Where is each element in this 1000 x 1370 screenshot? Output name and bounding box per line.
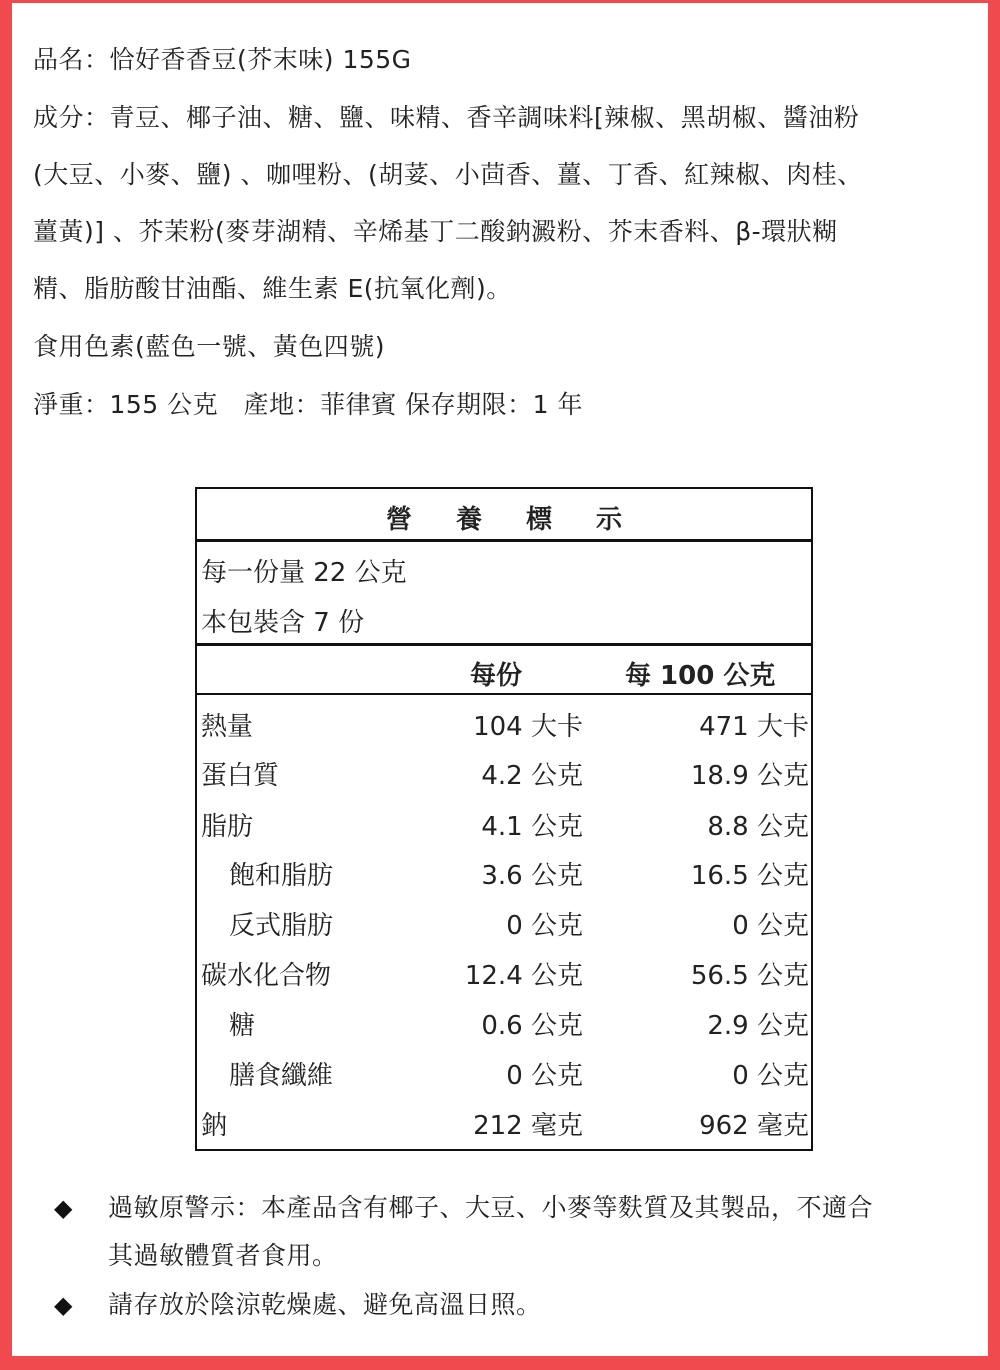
nutrient-name: 反式脂肪 <box>229 911 334 941</box>
ingredients-line-2: (大豆、小麥、鹽) 、咖哩粉、(胡荽、小茴香、薑、丁香、紅辣椒、肉桂、 <box>33 160 863 189</box>
nutrient-name: 熱量 <box>201 712 254 742</box>
ingredients-line-4: 精、脂肪酸甘油酯、維生素 E(抗氧化劑)。 <box>33 274 512 303</box>
nutrient-name: 蛋白質 <box>201 761 280 791</box>
per-serving-value: 212 毫克 <box>473 1111 583 1141</box>
nutrient-row-dietary-fiber <box>197 1055 811 1095</box>
ingredients-line-1: 成分：青豆、椰子油、糖、鹽、味精、香辛調味料[辣椒、黑胡椒、醬油粉 <box>33 103 860 132</box>
nutrient-row-carbohydrate <box>197 955 811 995</box>
nutrient-row-sugar <box>197 1005 811 1045</box>
column-header-per-100g: 每 100 公克 <box>625 661 776 691</box>
nutrient-name: 飽和脂肪 <box>229 861 334 891</box>
per-100g-value: 0 公克 <box>732 1061 809 1091</box>
per-100g-value: 2.9 公克 <box>707 1011 809 1041</box>
per-serving-value: 4.2 公克 <box>481 761 583 791</box>
per-serving-value: 0.6 公克 <box>481 1011 583 1041</box>
per-100g-value: 471 大卡 <box>699 712 809 742</box>
nutrition-facts-table <box>195 487 813 1151</box>
divider <box>197 539 811 542</box>
nutrient-name: 膳食纖維 <box>229 1061 334 1091</box>
nutrient-row-protein <box>197 755 811 795</box>
diamond-bullet-icon: ◆ <box>54 1291 73 1319</box>
nutrient-row-sodium <box>197 1105 811 1145</box>
servings-per-package: 本包裝含 7 份 <box>201 608 365 638</box>
nutrition-title: 營養標示 <box>385 505 666 535</box>
per-100g-value: 16.5 公克 <box>690 861 809 891</box>
ingredients-line-3: 薑黃)] 、芥茉粉(麥芽湖精、辛烯基丁二酸鈉澱粉、芥末香料、β-環狀糊 <box>33 217 838 246</box>
nutrient-name: 脂肪 <box>201 812 254 842</box>
nutrient-row-saturated-fat <box>197 855 811 895</box>
per-serving-value: 4.1 公克 <box>481 812 583 842</box>
per-serving-value: 0 公克 <box>506 911 583 941</box>
per-serving-value: 104 大卡 <box>473 712 583 742</box>
per-100g-value: 962 毫克 <box>699 1111 809 1141</box>
nutrient-name: 鈉 <box>201 1111 228 1141</box>
food-coloring: 食用色素(藍色一號、黃色四號) <box>33 332 386 361</box>
product-name: 品名：恰好香香豆(芥末味) 155G <box>33 45 412 74</box>
diamond-bullet-icon: ◆ <box>54 1194 73 1222</box>
per-serving-value: 12.4 公克 <box>464 961 583 991</box>
per-100g-value: 8.8 公克 <box>707 812 809 842</box>
per-100g-value: 0 公克 <box>732 911 809 941</box>
storage-instructions: 請存放於陰涼乾燥處、避免高溫日照。 <box>108 1290 542 1319</box>
nutrient-row-trans-fat <box>197 905 811 945</box>
per-100g-value: 18.9 公克 <box>690 761 809 791</box>
column-header-per-serving: 每份 <box>470 661 523 691</box>
per-serving-value: 3.6 公克 <box>481 861 583 891</box>
per-serving-value: 0 公克 <box>506 1061 583 1091</box>
divider <box>197 693 811 695</box>
nutrient-name: 糖 <box>229 1011 256 1041</box>
nutrient-row-fat <box>197 806 811 846</box>
divider <box>197 643 811 646</box>
nutrient-row-energy <box>197 706 811 746</box>
serving-size: 每一份量 22 公克 <box>201 558 407 588</box>
net-weight-origin-shelf-life: 淨重：155 公克 產地：菲律賓 保存期限：1 年 <box>33 390 583 419</box>
allergen-warning-line-1: 過敏原警示：本產品含有椰子、大豆、小麥等麩質及其製品，不適合 <box>108 1193 874 1222</box>
per-100g-value: 56.5 公克 <box>690 961 809 991</box>
allergen-warning-line-2: 其過敏體質者食用。 <box>108 1241 338 1270</box>
nutrient-name: 碳水化合物 <box>201 961 332 991</box>
